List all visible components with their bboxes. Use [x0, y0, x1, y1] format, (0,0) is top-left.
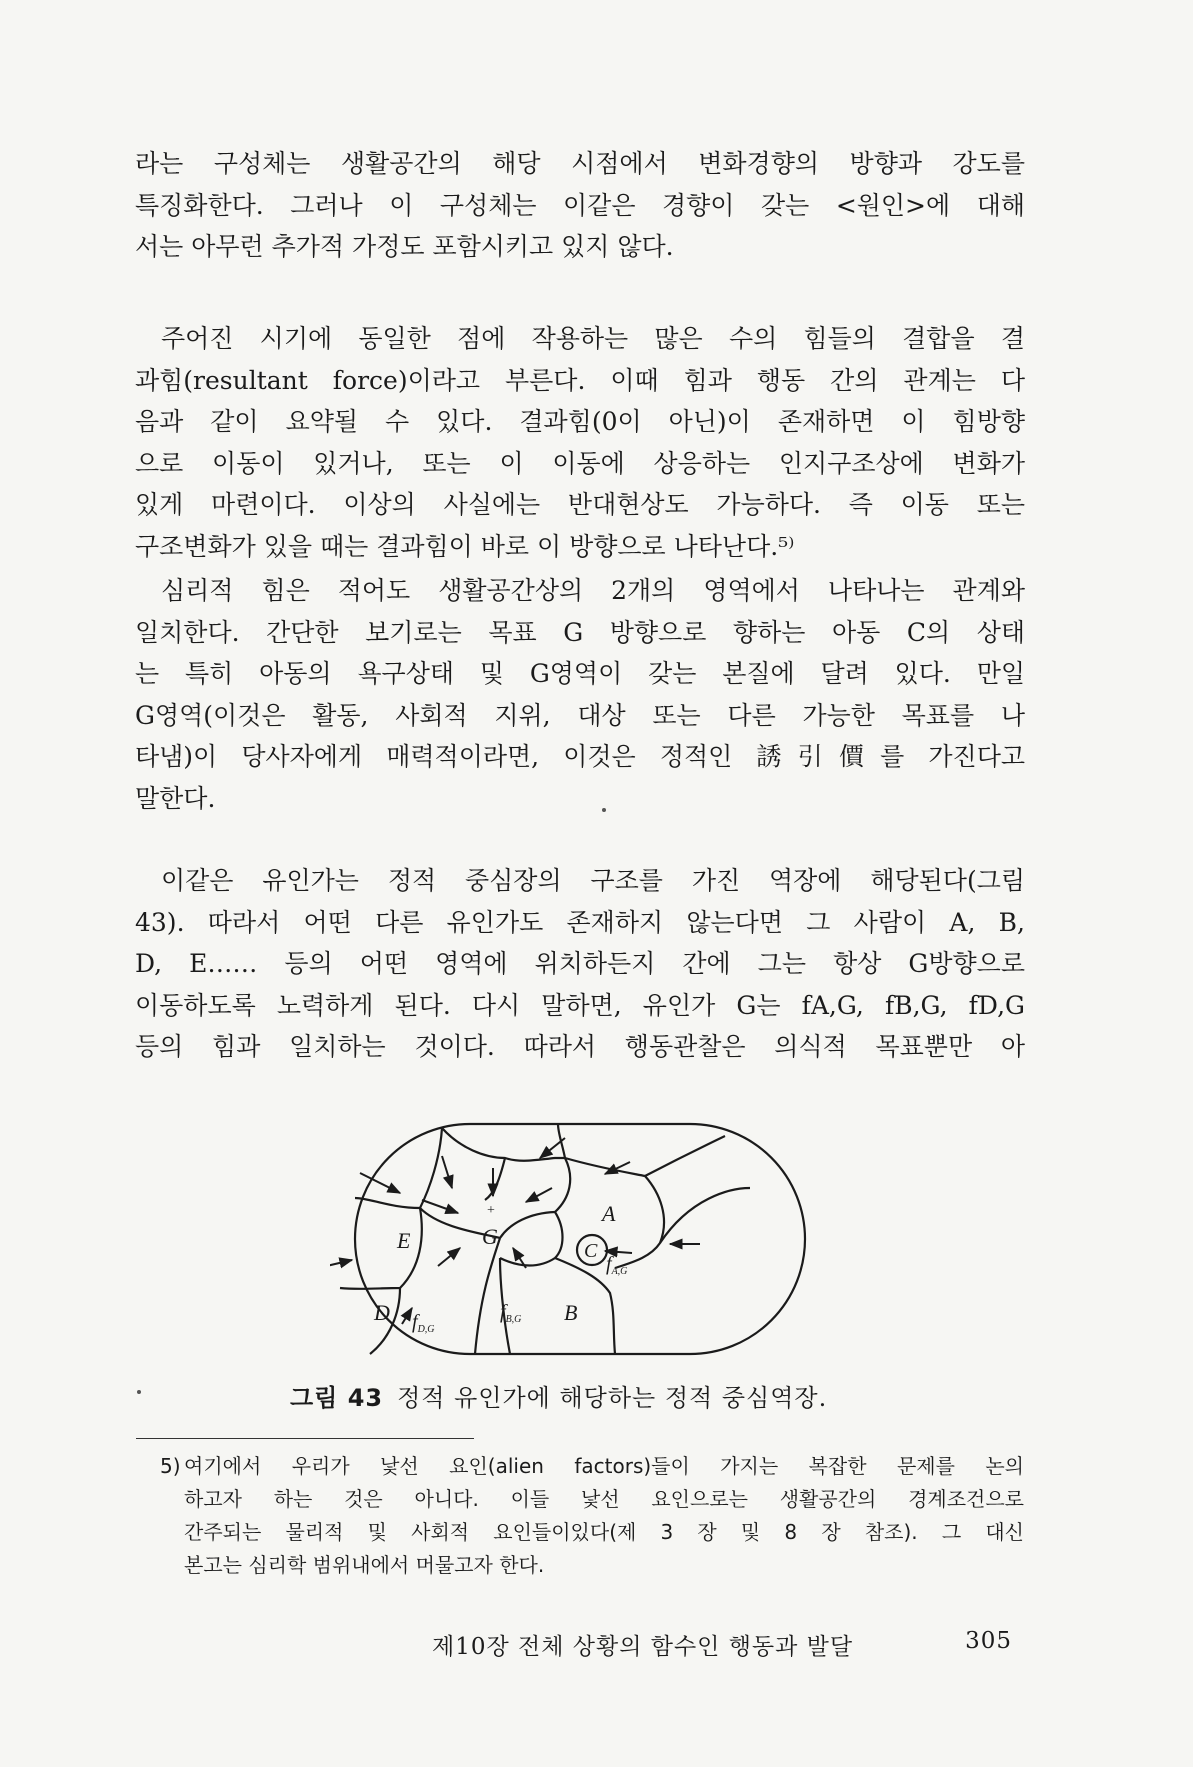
footnote-divider	[136, 1438, 474, 1439]
text-line: D, E…… 등의 어떤 영역에 위치하든지 간에 그는 항상 G방향으로	[135, 949, 1025, 978]
text-line: 주어진 시기에 동일한 점에 작용하는 많은 수의 힘들의 결합을 결	[161, 324, 1025, 353]
footnote-line: 본고는 심리학 범위내에서 머물고자 한다.	[184, 1553, 545, 1577]
text-line: 는 특히 아동의 욕구상태 및 G영역이 갖는 본질에 달려 있다. 만일	[135, 659, 1025, 688]
force-label-fbg: $f_{B,G}$	[500, 1301, 522, 1325]
page-number: 305	[965, 1628, 1012, 1654]
text-line: 라는 구성체는 생활공간의 해당 시점에서 변화경향의 방향과 강도를	[135, 149, 1025, 178]
text-line: 일치한다. 간단한 보기로는 목표 G 방향으로 향하는 아동 C의 상태	[135, 617, 1025, 647]
footnote-number: 5)	[160, 1454, 181, 1478]
text-line: 과힘(resultant force)이라고 부른다. 이때 힘과 행동 간의 관계는 다	[135, 365, 1025, 395]
region-label-d: D	[374, 1300, 390, 1325]
figure-caption-label: 그림 43	[290, 1384, 384, 1412]
stray-dot	[602, 808, 606, 812]
region-label-g: G	[482, 1224, 498, 1249]
force-arrows	[330, 1138, 700, 1324]
chapter-title: 제10장 전체 상황의 함수인 행동과 발달	[432, 1634, 854, 1660]
running-footer	[432, 1628, 1012, 1661]
text-line: 말한다.	[135, 783, 216, 813]
text-line: 으로 이동이 있거나, 또는 이 이동에 상응하는 인지구조상에 변화가	[135, 448, 1025, 478]
text-line: 이같은 유인가는 정적 중심장의 구조를 가진 역장에 해당된다(그림	[161, 866, 1025, 895]
text-line: 43). 따라서 어떤 다른 유인가도 존재하지 않는다면 그 사람이 A, B,	[135, 907, 1025, 937]
footnote-line: 하고자 하는 것은 아니다. 이들 낯선 요인으로는 생활공간의 경계조건으로	[184, 1487, 1024, 1511]
region-label-c: C	[584, 1240, 598, 1262]
footnote	[160, 1450, 1024, 1582]
text-line: 서는 아무런 추가적 가정도 포함시키고 있지 않다.	[135, 232, 674, 261]
paragraph-4	[135, 860, 1025, 1068]
text-line: 심리적 힘은 적어도 생활공간상의 2개의 영역에서 나타나는 관계와	[161, 576, 1025, 605]
text-line: 음과 같이 요약될 수 있다. 결과힘(0이 아닌)이 존재하면 이 힘방향	[135, 407, 1025, 436]
paragraph-2	[135, 318, 1025, 567]
force-label-fag: $f_{A,G}$	[606, 1253, 628, 1277]
text-line: 있게 마련이다. 이상의 사실에는 반대현상도 가능하다. 즉 이동 또는	[135, 490, 1025, 519]
text-line: 타냄)이 당사자에게 매력적이라면, 이것은 정적인 誘引價를 가진다고	[135, 742, 1025, 771]
region-label-e: E	[397, 1228, 411, 1253]
stray-dot	[137, 1390, 141, 1394]
text-line: G영역(이것은 활동, 사회적 지위, 대상 또는 다른 가능한 목표를 나	[135, 700, 1025, 730]
region-label-b: B	[564, 1300, 578, 1325]
text-line: 특징화한다. 그러나 이 구성체는 이같은 경향이 갖는 <원인>에 대해	[135, 190, 1025, 220]
force-field-diagram	[330, 1118, 830, 1358]
figure-caption	[290, 1378, 910, 1413]
text-line: 이동하도록 노력하게 된다. 다시 말하면, 유인가 G는 fA,G, fB,G, fD,G	[135, 990, 1025, 1020]
figure-caption-text: 정적 유인가에 해당하는 정적 중심역장.	[397, 1384, 828, 1412]
text-line: 등의 힘과 일치하는 것이다. 따라서 행동관찰은 의식적 목표뿐만 아	[135, 1032, 1025, 1061]
paragraph-3	[135, 570, 1025, 819]
footnote-line: 여기에서 우리가 낯선 요인(alien factors)들이 가지는 복잡한 문제를 논의	[184, 1454, 1024, 1478]
force-label-fdg: $f_{D,G}$	[412, 1311, 435, 1335]
region-label-a: A	[602, 1201, 616, 1226]
text-line: 구조변화가 있을 때는 결과힘이 바로 이 방향으로 나타난다.⁵⁾	[135, 531, 795, 561]
goal-plus-sign: +	[487, 1203, 495, 1218]
paragraph-1	[135, 143, 1025, 268]
footnote-line: 간주되는 물리적 및 사회적 요인들이있다(제 3 장 및 8 장 참조). 그 대신	[184, 1520, 1024, 1544]
